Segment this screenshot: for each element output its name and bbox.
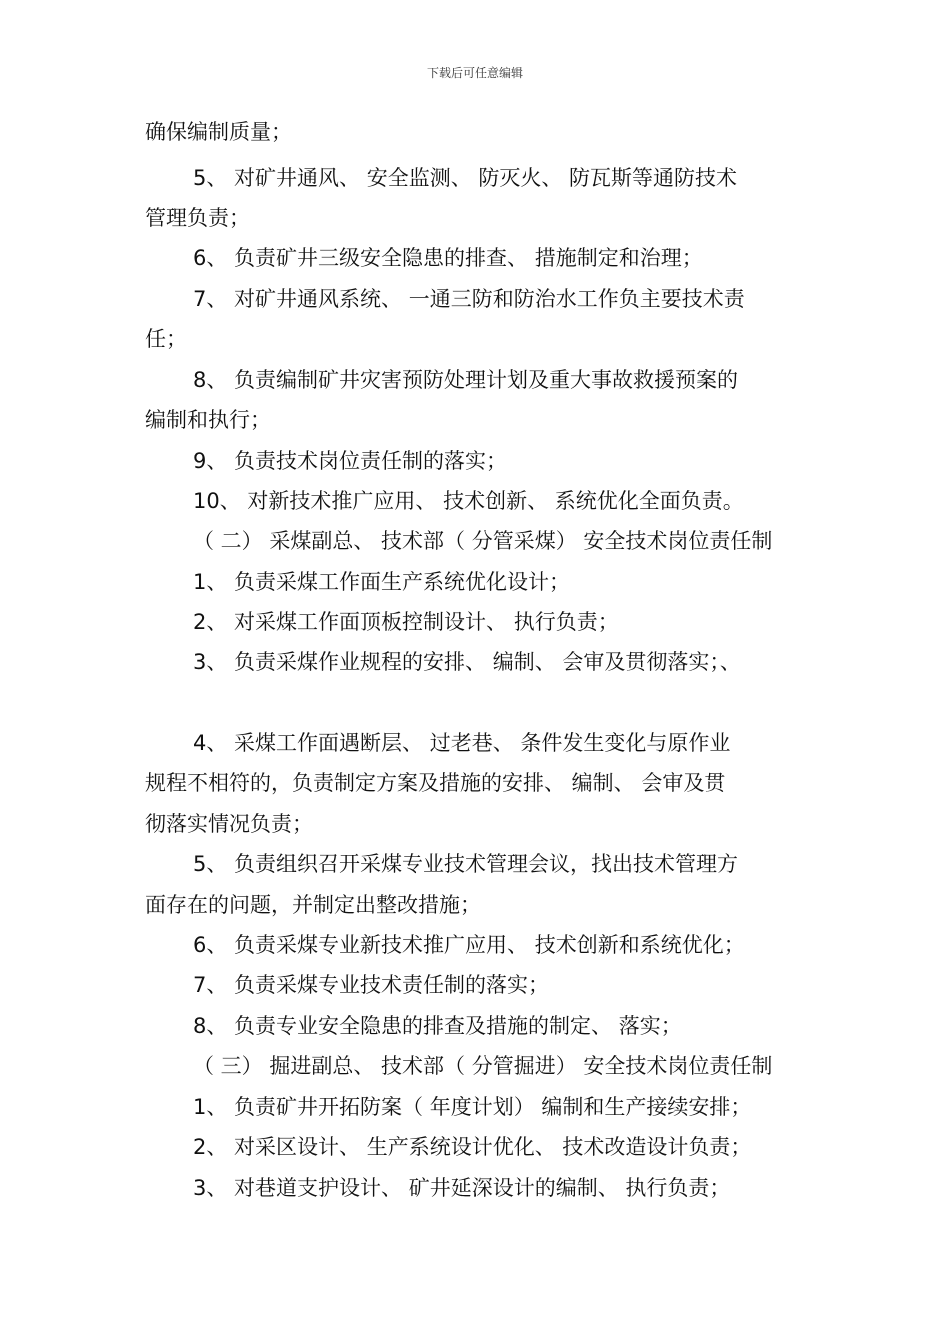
text-line: 3、 对巷道支护设计、 矿井延深设计的编制、 执行负责； xyxy=(193,1176,731,1200)
text-line: 确保编制质量； xyxy=(145,120,292,144)
text-line: 编制和执行； xyxy=(145,408,271,432)
text-line: 9、 负责技术岗位责任制的落实； xyxy=(193,449,508,473)
text-line: 面存在的问题，并制定出整改措施； xyxy=(145,893,481,917)
text-line: 管理负责； xyxy=(145,206,250,230)
text-line: 8、 负责专业安全隐患的排查及措施的制定、 落实； xyxy=(193,1014,682,1038)
text-line: 10、 对新技术推广应用、 技术创新、 系统优化全面负责。 xyxy=(193,489,744,513)
text-line: 规程不相符的，负责制定方案及措施的安排、 编制、 会审及贯 xyxy=(145,771,726,795)
text-line: 1、 负责采煤工作面生产系统优化设计； xyxy=(193,570,571,594)
text-line: 5、 对矿井通风、 安全监测、 防灭火、 防瓦斯等通防技术 xyxy=(193,166,738,190)
text-line: 4、 采煤工作面遇断层、 过老巷、 条件发生变化与原作业 xyxy=(193,731,731,755)
section-heading: （ 三） 掘进副总、 技术部（ 分管掘进） 安全技术岗位责任制 xyxy=(193,1054,773,1078)
text-line: 6、 负责矿井三级安全隐患的排查、 措施制定和治理； xyxy=(193,246,703,270)
text-line: 8、 负责编制矿井灾害预防处理计划及重大事故救援预案的 xyxy=(193,368,739,392)
text-line: 任； xyxy=(145,327,187,351)
text-line: 2、 对采煤工作面顶板控制设计、 执行负责； xyxy=(193,610,619,634)
text-line: 3、 负责采煤作业规程的安排、 编制、 会审及贯彻落实；、 xyxy=(193,650,741,674)
page-header: 下载后可任意编辑 xyxy=(426,66,523,80)
text-line: 7、 负责采煤专业技术责任制的落实； xyxy=(193,973,550,997)
text-line: 1、 负责矿井开拓防案（ 年度计划） 编制和生产接续安排； xyxy=(193,1095,752,1119)
text-line: 彻落实情况负责； xyxy=(145,812,313,836)
text-line: 7、 对矿井通风系统、 一通三防和防治水工作负主要技术责 xyxy=(193,287,745,311)
text-line: 6、 负责采煤专业新技术推广应用、 技术创新和系统优化； xyxy=(193,933,745,957)
text-line: 5、 负责组织召开采煤专业技术管理会议，找出技术管理方 xyxy=(193,852,739,876)
text-line: 2、 对采区设计、 生产系统设计优化、 技术改造设计负责； xyxy=(193,1135,752,1159)
section-heading: （ 二） 采煤副总、 技术部（ 分管采煤） 安全技术岗位责任制 xyxy=(193,529,773,553)
